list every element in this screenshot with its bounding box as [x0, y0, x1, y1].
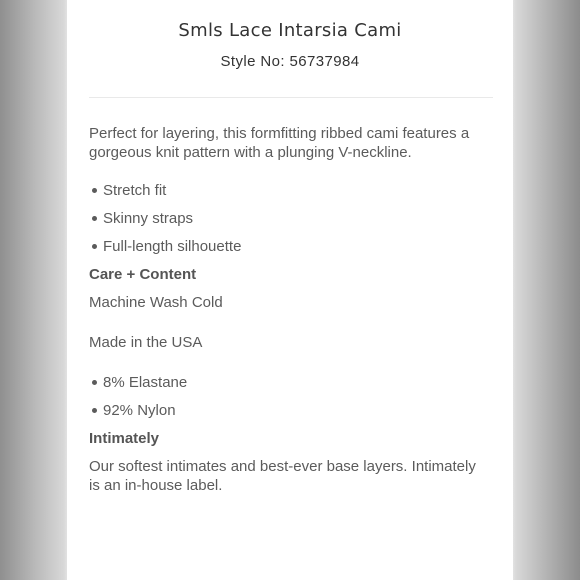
- style-number: Style No: 56737984: [220, 53, 360, 70]
- brand-heading: Intimately: [89, 430, 160, 447]
- brand-description: Our softest intimates and best-ever base layers. Intimately is an in-house label.: [89, 458, 476, 494]
- country-of-origin: Made in the USA: [89, 334, 203, 351]
- feature-item: Skinny straps: [89, 209, 489, 228]
- material-item: 92% Nylon: [89, 401, 489, 420]
- materials-list: [89, 373, 489, 420]
- feature-item: Full-length silhouette: [89, 237, 489, 256]
- care-content-heading: Care + Content: [89, 266, 197, 283]
- product-title: Smls Lace Intarsia Cami: [178, 20, 402, 41]
- feature-list: [89, 181, 489, 256]
- material-item: 8% Elastane: [89, 373, 489, 392]
- wash-instructions: Machine Wash Cold: [89, 294, 223, 311]
- feature-item: Stretch fit: [89, 181, 489, 200]
- product-description: Perfect for layering, this formfitting ribbed cami features a gorgeous knit pattern with a plunging V-neckline.: [89, 125, 470, 161]
- product-details-card: [67, 0, 513, 580]
- product-description-section: [89, 124, 489, 495]
- header-divider: [89, 97, 493, 98]
